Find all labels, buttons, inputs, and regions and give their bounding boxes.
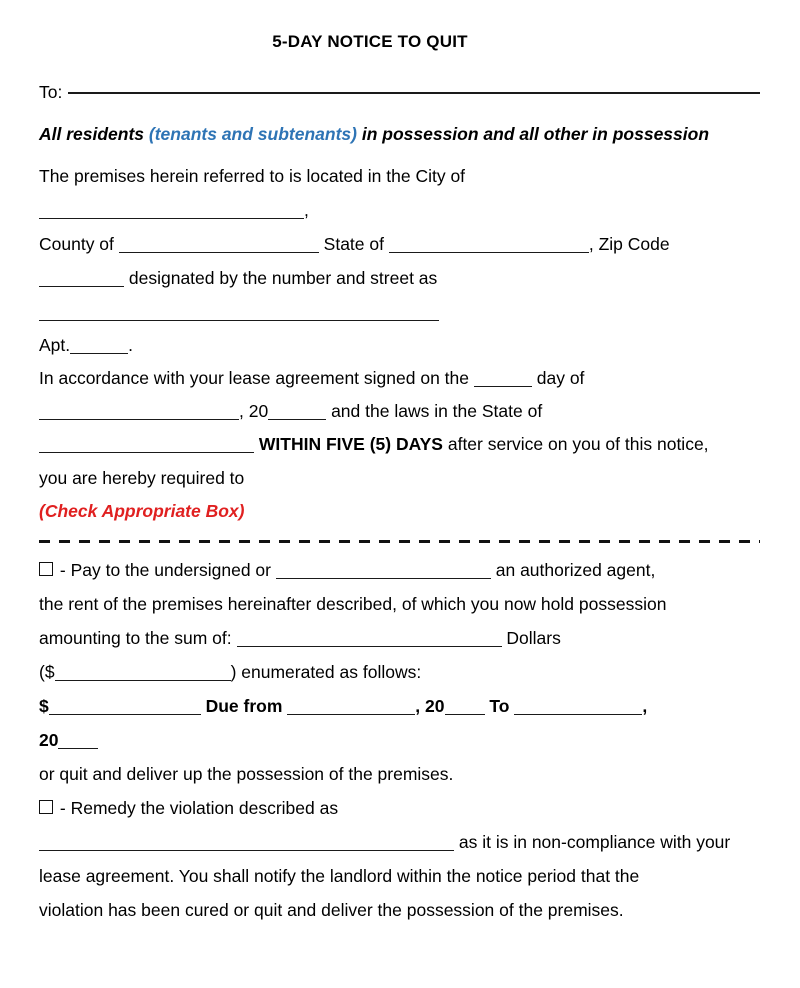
sum-words-input[interactable] — [237, 631, 502, 647]
option-remedy-line4: violation has been cured or quit and deliver the possession of the premises. — [39, 899, 624, 920]
apt-line — [39, 329, 761, 362]
title-spacer — [39, 52, 761, 75]
option-remedy-line1 — [39, 791, 761, 825]
lease-laws-text: and the laws in the State of — [331, 400, 543, 421]
schedule-amount-input[interactable] — [49, 699, 201, 715]
lease-state-days-line — [39, 428, 761, 461]
apt-input[interactable] — [70, 338, 128, 354]
payment-schedule-line — [39, 689, 761, 723]
option-remedy-text: Remedy the violation described as — [70, 797, 339, 818]
state-label: State of — [323, 233, 384, 254]
sum-numeric-input[interactable] — [55, 665, 231, 681]
option-pay-sum-line — [39, 621, 761, 655]
option-pay-prefix: Pay to the undersigned or — [70, 559, 271, 580]
state-input[interactable] — [389, 237, 589, 253]
schedule-dollar-sign: $ — [39, 695, 49, 716]
schedule-year1-input[interactable] — [445, 699, 485, 715]
amount-prefix: ($ — [39, 661, 55, 682]
street-address-line — [39, 295, 761, 329]
to-field-row — [39, 75, 761, 109]
checkbox-icon[interactable] — [39, 800, 53, 814]
option-pay-amount-line — [39, 655, 761, 689]
recipients-highlight: (tenants and subtenants) — [148, 123, 357, 144]
recipients-suffix: in possession and all other in possession — [356, 123, 710, 144]
violation-description-input[interactable] — [39, 835, 454, 851]
premises-intro-line: The premises herein referred to is located in the City of — [39, 165, 466, 186]
option-pay-closing-line: or quit and deliver up the possession of the premises. — [39, 763, 454, 784]
lease-day-input[interactable] — [474, 371, 532, 387]
to-field-label: To: — [39, 81, 63, 102]
option-pay-suffix: an authorized agent, — [495, 559, 656, 580]
after-service-text: after service on you of this notice, — [447, 433, 709, 454]
zip-label: Zip Code — [598, 233, 670, 254]
city-blank-line — [39, 193, 761, 227]
schedule-to-label: To — [489, 695, 510, 716]
dollars-label: Dollars — [506, 627, 561, 648]
option-remedy-dash: - — [59, 797, 66, 818]
designated-text: designated by the number and street as — [128, 267, 438, 288]
to-field-input[interactable] — [68, 92, 760, 94]
lease-month-input[interactable] — [39, 404, 239, 420]
apt-label: Apt. — [39, 334, 71, 355]
option-pay-dash: - — [59, 559, 66, 580]
county-state-zip-line — [39, 227, 761, 261]
lease-year-input[interactable] — [268, 404, 326, 420]
schedule-year1-prefix: , 20 — [415, 695, 445, 716]
apt-period: . — [128, 334, 134, 355]
recipients-line — [39, 117, 761, 151]
schedule-year2-prefix: 20 — [39, 729, 59, 750]
checkbox-icon[interactable] — [39, 562, 53, 576]
within-five-days-text: WITHIN FIVE (5) DAYS — [258, 433, 443, 454]
amount-suffix: ) enumerated as follows: — [230, 661, 422, 682]
schedule-to-date-input[interactable] — [514, 699, 642, 715]
schedule-year2-input[interactable] — [58, 733, 98, 749]
lease-year-prefix: , 20 — [239, 400, 269, 421]
authorized-agent-input[interactable] — [276, 563, 491, 579]
schedule-trailing-comma: , — [642, 695, 648, 716]
non-compliance-text: as it is in non-compliance with your — [458, 831, 731, 852]
lease-signed-prefix: In accordance with your lease agreement signed on the — [39, 367, 469, 388]
check-appropriate-box-note: (Check Appropriate Box) — [39, 500, 245, 521]
city-trailing-comma: , — [304, 199, 309, 220]
recipients-prefix: All residents — [39, 123, 149, 144]
county-label: County of — [39, 233, 114, 254]
page-title: 5-DAY NOTICE TO QUIT — [272, 32, 468, 51]
lease-month-year-line — [39, 395, 761, 428]
payment-schedule-year2-line — [39, 723, 761, 757]
section-divider — [39, 540, 760, 543]
schedule-due-from-label: Due from — [205, 695, 283, 716]
lease-signed-suffix: day of — [536, 367, 585, 388]
spacer — [39, 151, 761, 159]
zip-input[interactable] — [39, 271, 124, 287]
zip-designated-line — [39, 261, 761, 295]
lease-state-input[interactable] — [39, 437, 254, 453]
schedule-from-date-input[interactable] — [287, 699, 415, 715]
city-input[interactable] — [39, 203, 304, 219]
option-pay-line2: the rent of the premises hereinafter described, of which you now hold possession — [39, 593, 667, 614]
spacer — [39, 109, 761, 117]
street-address-input[interactable] — [39, 305, 439, 321]
sum-label: amounting to the sum of: — [39, 627, 232, 648]
option-pay-line1 — [39, 553, 761, 587]
option-remedy-line3: lease agreement. You shall notify the landlord within the notice period that the — [39, 865, 640, 886]
option-remedy-violation-line — [39, 825, 761, 859]
county-input[interactable] — [119, 237, 319, 253]
hereby-required-line: you are hereby required to — [39, 467, 245, 488]
lease-signed-line — [39, 362, 761, 395]
state-trailing-comma: , — [588, 233, 594, 254]
